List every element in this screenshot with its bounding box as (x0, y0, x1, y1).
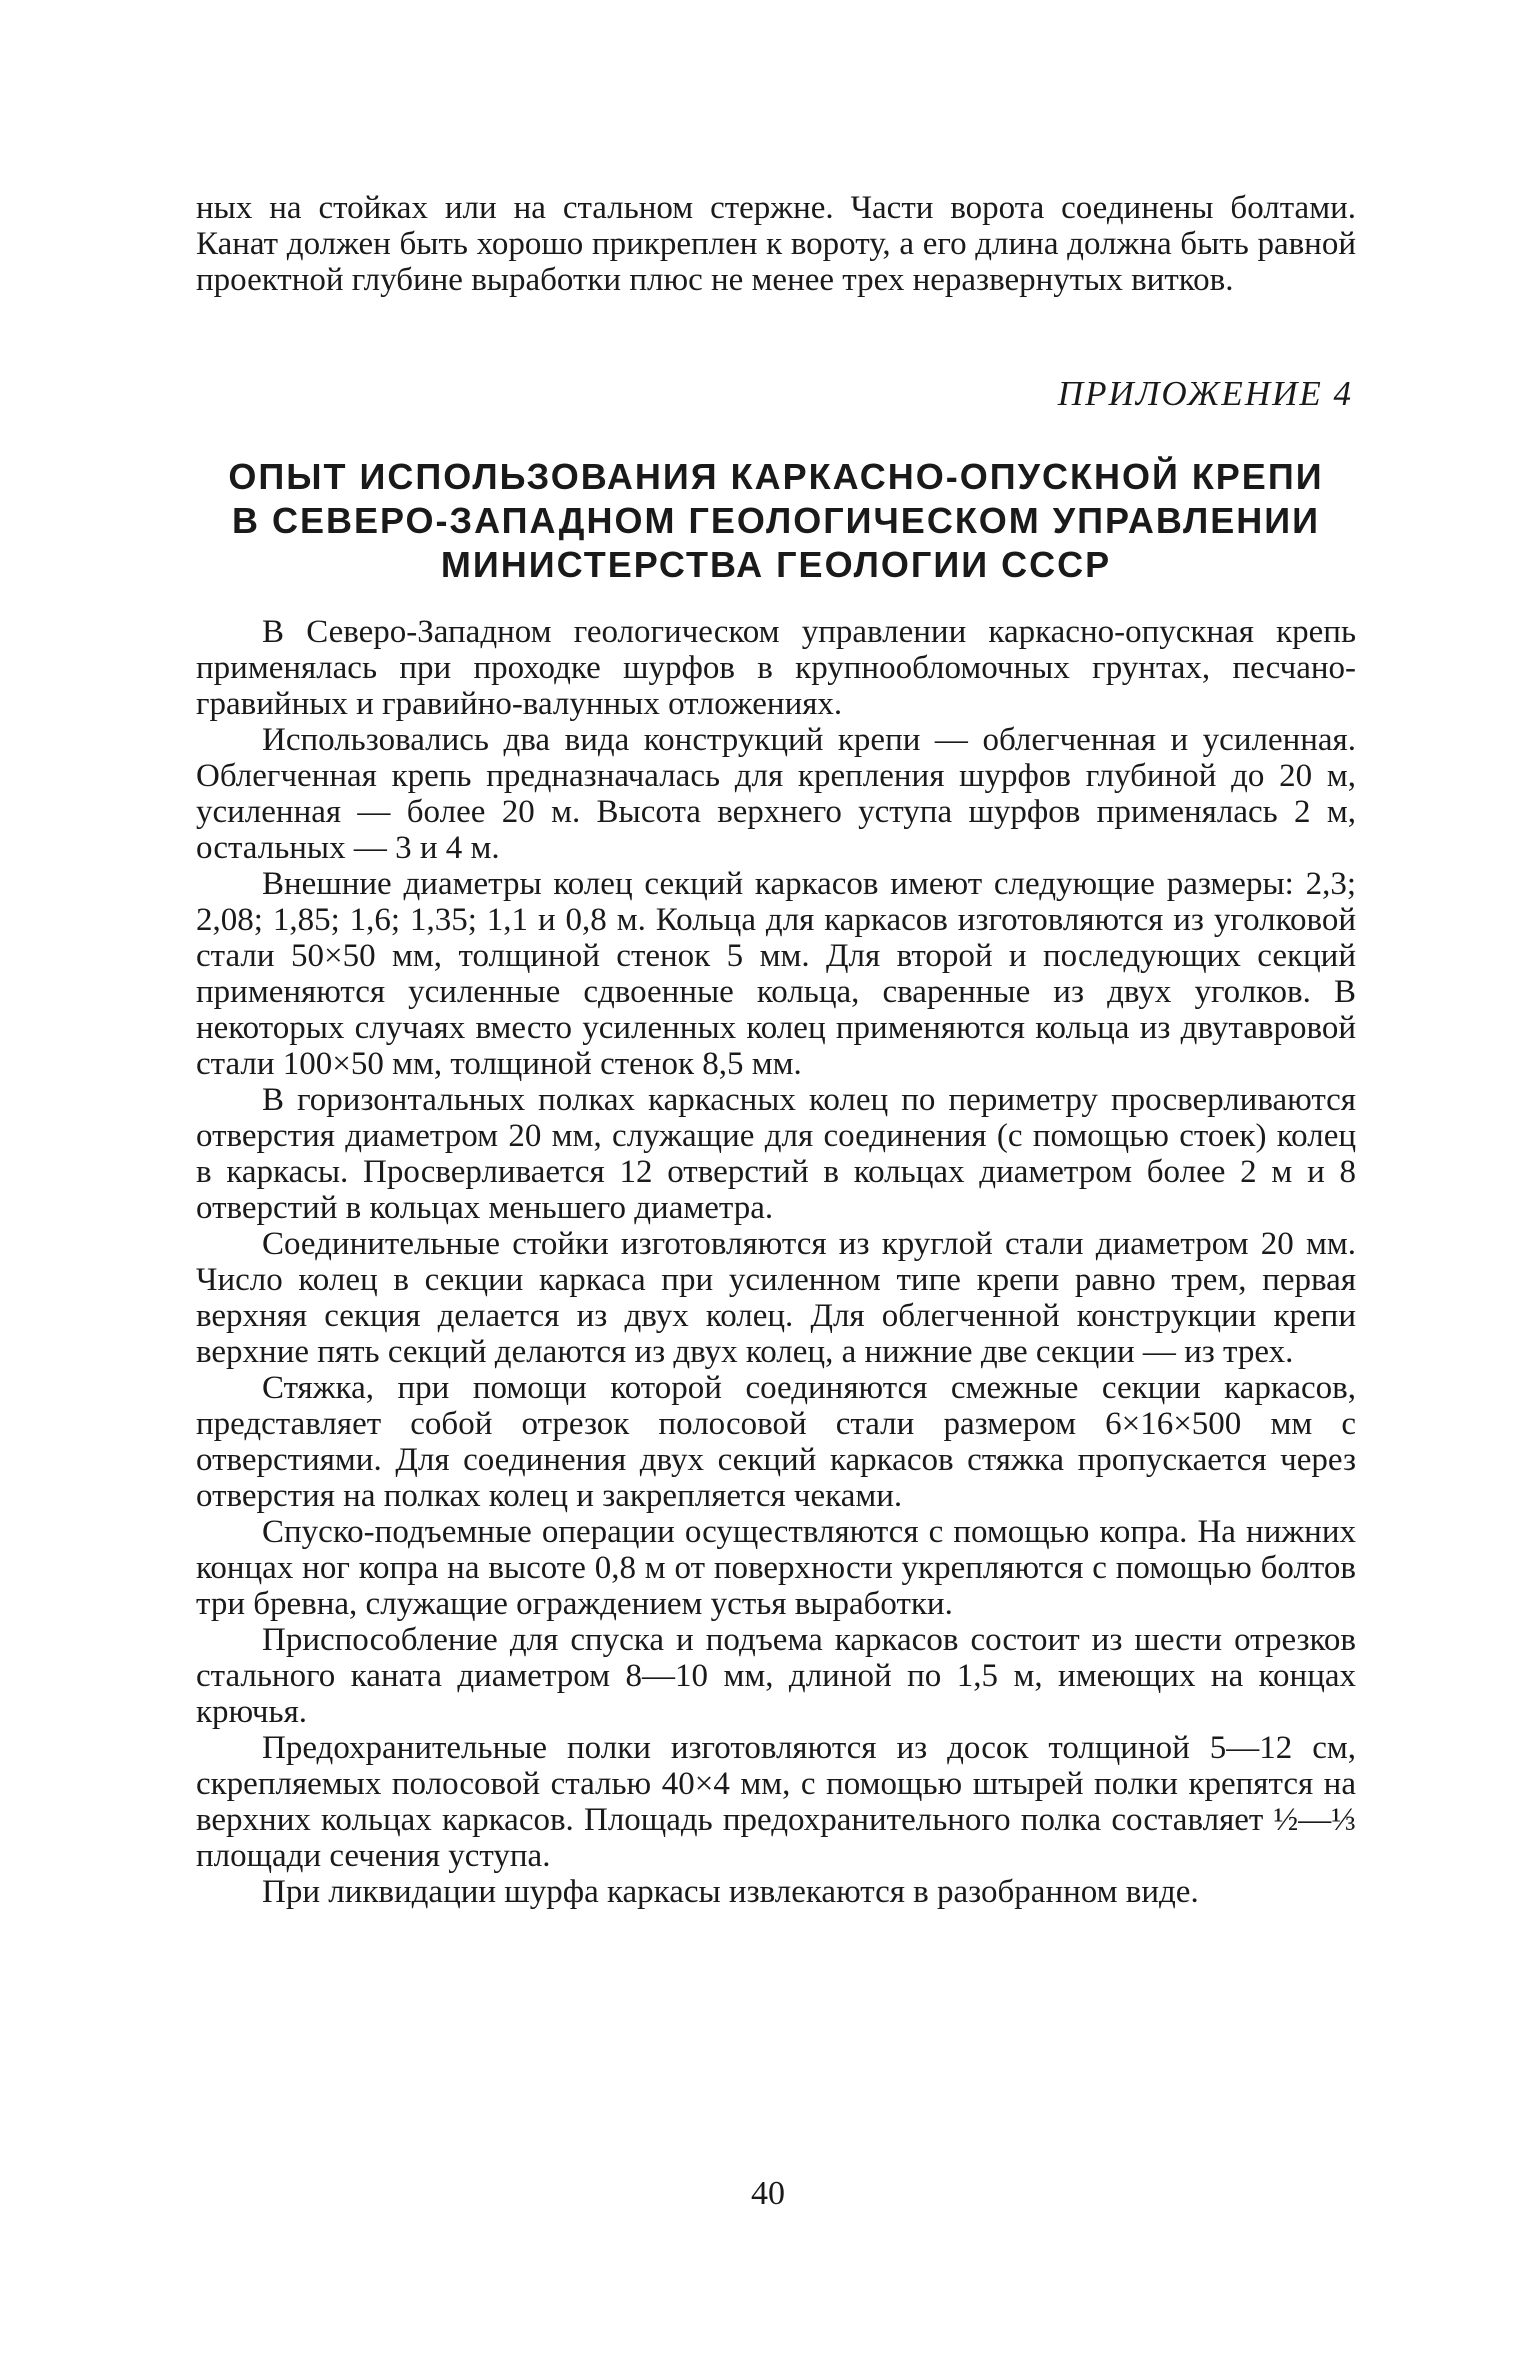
title-line-2: В СЕВЕРО-ЗАПАДНОМ ГЕОЛОГИЧЕСКОМ УПРАВЛЕНИИ (231, 500, 1321, 541)
body-paragraph-3: Внешние диаметры колец секций каркасов имеют следующие размеры: 2,3; 2,08; 1,85; 1,6; 1,35; 1,1 и 0,8 м. Кольца для каркасов изготовляются из уголковой стали 50×50 мм, толщиной стенок 5 мм. Для второй и последующих секций применяются усиленные сдвоенные кольца, сваренные из двух уголков. В некоторых случаях вместо усиленных колец применяются кольца из двутавровой стали 100×50 мм, толщиной стенок 8,5 мм. (196, 866, 1356, 1082)
body-paragraph-9: Предохранительные полки изготовляются из досок толщиной 5—12 см, скрепляемых полосовой сталью 40×4 мм, с помощью штырей полки крепятся на верхних кольцах каркасов. Площадь предохранительного полка составляет ½—⅓ площади сечения уступа. (196, 1730, 1356, 1874)
body-paragraph-4: В горизонтальных полках каркасных колец по периметру просверливаются отверстия диаметром 20 мм, служащие для соединения (с помощью стоек) колец в каркасы. Просверливается 12 отверстий в кольцах диаметром более 2 м и 8 отверстий в кольцах меньшего диаметра. (196, 1082, 1356, 1226)
body-paragraph-10: При ликвидации шурфа каркасы извлекаются в разобранном виде. (262, 1874, 1199, 1910)
body-paragraph-8: Приспособление для спуска и подъема каркасов состоит из шести отрезков стального каната диаметром 8—10 мм, длиной по 1,5 м, имеющих на концах крючья. (196, 1622, 1356, 1730)
body-paragraph-6: Стяжка, при помощи которой соединяются смежные секции каркасов, представляет собой отрезок полосовой стали размером 6×16×500 мм с отверстиями. Для соединения двух секций каркасов стяжка пропускается через отверстия на полках колец и закрепляется чеками. (196, 1370, 1356, 1514)
body-paragraph-2: Использовались два вида конструкций крепи — облегченная и усиленная. Облегченная крепь предназначалась для крепления шурфов глубиной до 20 м, усиленная — более 20 м. Высота верхнего уступа шурфов применялась 2 м, остальных — 3 и 4 м. (196, 722, 1356, 866)
title-line-1: ОПЫТ ИСПОЛЬЗОВАНИЯ КАРКАСНО-ОПУСКНОЙ КРЕПИ (228, 456, 1324, 497)
body-paragraph-1: В Северо-Западном геологическом управлении каркасно-опускная крепь применялась при проходке шурфов в крупнообломочных грунтах, песчано-гравийных и гравийно-валунных отложениях. (196, 614, 1356, 722)
lead-text-block (196, 190, 1356, 298)
body-paragraph-7: Спуско-подъемные операции осуществляются с помощью копра. На нижних концах ног копра на высоте 0,8 м от поверхности укрепляются с помощью болтов три бревна, служащие ограждением устья выработки. (196, 1514, 1356, 1622)
title-line-3: МИНИСТЕРСТВА ГЕОЛОГИИ СССР (440, 544, 1112, 585)
appendix-label: ПРИЛОЖЕНИЕ 4 (1057, 374, 1353, 413)
lead-paragraph: ных на стойках или на стальном стержне. Части ворота соединены болтами. Канат должен быть хорошо прикреплен к вороту, а его длина должна быть равной проектной глубине выработки плюс не менее трех неразвернутых витков. (196, 190, 1356, 298)
body-paragraph-5: Соединительные стойки изготовляются из круглой стали диаметром 20 мм. Число колец в секции каркаса при усиленном типе крепи равно трем, первая верхняя секция делается из двух колец. Для облегченной конструкции крепи верхние пять секций делаются из двух колец, а нижние две секции — из трех. (196, 1226, 1356, 1370)
body-text (196, 614, 1356, 1910)
page-number: 40 (751, 2175, 785, 2212)
section-title (196, 455, 1356, 587)
